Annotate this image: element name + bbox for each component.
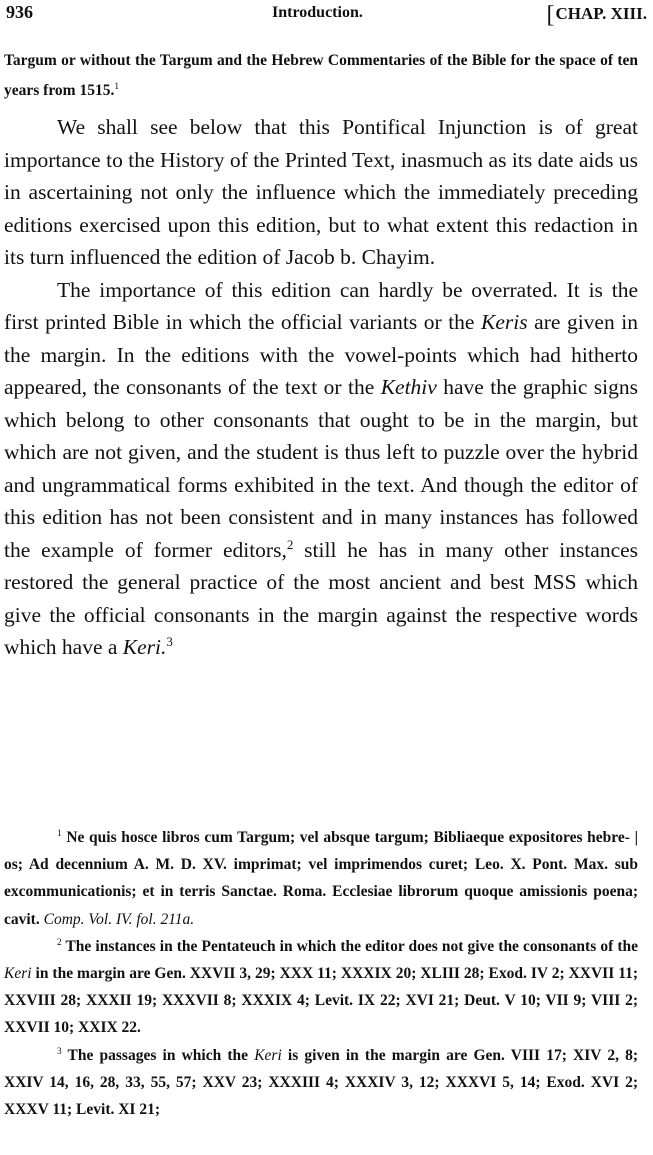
footnote-3 (4, 1042, 638, 1124)
continuation-text (4, 46, 638, 106)
p2-text-4: still he has in many other instances restored the general practice of the most ancient and best MSS which give the official consonants in the margin against the respective words which have a (4, 537, 639, 659)
footnote-3-text-1: The passages in which the (67, 1046, 249, 1064)
footnote-marker-1: 1 (57, 828, 62, 839)
keri-term: Keri. (122, 635, 167, 659)
footnote-marker-3: 3 (57, 1046, 62, 1057)
page-number: 936 (6, 2, 33, 22)
running-title: Introduction. (272, 4, 363, 21)
running-header (0, 2, 653, 28)
footnote-1-text: Ne quis hosce libros cum Targum; vel absque targum; Bibliaeque expositores hebre- | os; Ad decennium A. M. D. XV. imprimat; vel imprimendos curet; Leo. X. Pont. Max. sub excommunicationis; et in terris Sanctae. Roma. Ecclesiae librorum quoque amissionis poena; cavit. (4, 829, 638, 928)
paragraph-2 (4, 274, 638, 664)
p2-text-3: have the graphic signs which belong to other consonants that ought to be in the margin, but which are not given, and the student is thus left to puzzle over the hybrid and ungrammatical forms exhibited in the text. And though the editor of this edition has not been consistent and in many instances has followed the example of former editors, (4, 375, 639, 562)
footnote-1 (4, 824, 638, 933)
bracket-glyph: [ (546, 2, 555, 28)
p2-text-2: are given in the margin. In the editions with the vowel-points which had hitherto appeared, the consonants of the text or the (4, 310, 638, 399)
footnote-3-text-2: is given in the margin are Gen. VIII 17; XIV 2, 8; XXIV 14, 16, 28, 33, 55, 57; XXV 23; XXXIII 4; XXXIV 3, 12; XXXVI 5, 14; Exod. XVI 2; XXXV 11; Levit. XI 21; (4, 1046, 638, 1119)
footnote-3-keri: Keri (254, 1046, 282, 1064)
footnote-2-text-1: The instances in the Pentateuch in which the editor does not give the consonants of the (65, 937, 638, 955)
footnote-ref-2: 2 (286, 537, 294, 552)
footnote-ref-1: 1 (114, 81, 119, 92)
footnote-2-keri: Keri (4, 965, 32, 983)
p2-text-1: The importance of this edition can hardly be overrated. It is the first printed Bible in which the official variants or the (4, 277, 638, 334)
footnotes (4, 824, 638, 1123)
body-text (4, 111, 638, 664)
kethiv-term: Kethiv (380, 375, 437, 399)
chapter-text: CHAP. XIII. (555, 4, 647, 23)
footnote-2 (4, 933, 638, 1042)
continuation-body: Targum or without the Targum and the Hebrew Commentaries of the Bible for the space of ten years from 1515. (4, 52, 638, 99)
paragraph-1: We shall see below that this Pontifical Injunction is of great importance to the History of the Printed Text, inasmuch as its date aids us in ascertaining not only the influence which the immediately preceding editions exercised upon this edition, but to what extent this redaction in its turn influenced the edition of Jacob b. Chayim. (4, 115, 638, 269)
footnote-ref-3: 3 (166, 634, 173, 649)
footnote-marker-2: 2 (57, 937, 62, 948)
chapter-label (547, 2, 647, 29)
keris-term: Keris (481, 310, 528, 334)
footnote-2-text-2: in the margin are Gen. XXVII 3, 29; XXX 11; XXXIX 20; XLIII 28; Exod. IV 2; XXVII 11; XXVIII 28; XXXII 19; XXXVII 8; XXXIX 4; Levit. IX 22; XVI 21; Deut. V 10; VII 9; VIII 2; XXVII 10; XXIX 22. (4, 965, 639, 1037)
footnote-1-source: Comp. Vol. IV. fol. 211a. (43, 910, 195, 928)
